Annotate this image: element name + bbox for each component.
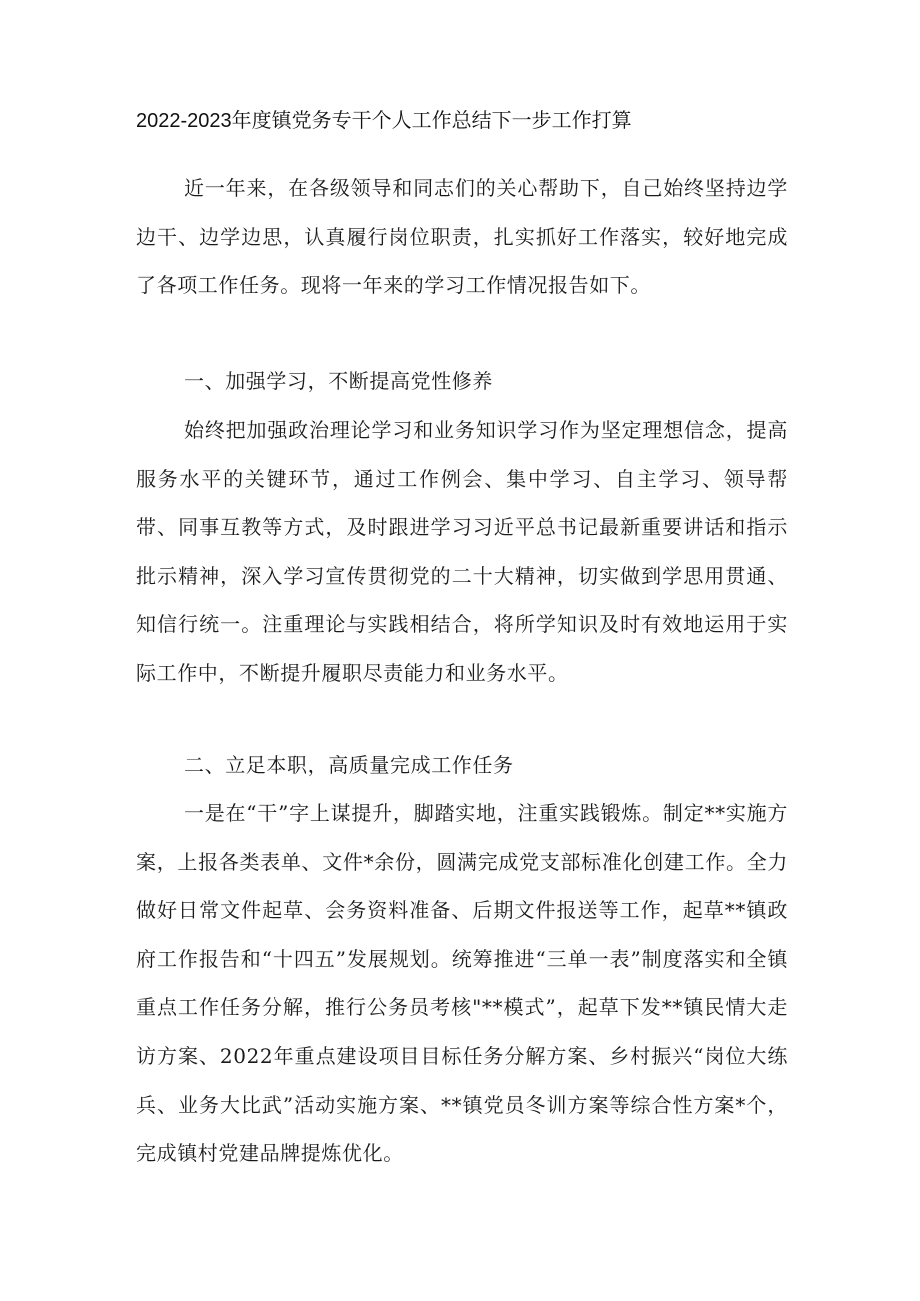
- document-title: 2022-2023年度镇党务专干个人工作总结下一步工作打算: [136, 110, 632, 132]
- section-body-1: 始终把加强政治理论学习和业务知识学习作为坚定理想信念，提高服务水平的关键环节，通过工作例会、集中学习、自主学习、领导帮带、同事互教等方式，及时跟进学习习近平总书记最新重要讲话和指示批示精神，深入学习宣传贯彻党的二十大精神，切实做到学思用贯通、知信行统一。注重理论与实践相结合，将所学知识及时有效地运用于实际工作中，不断提升履职尽责能力和业务水平。: [136, 418, 788, 685]
- section-body-2: 一是在“干”字上谋提升，脚踏实地，注重实践锻炼。制定**实施方案，上报各类表单、文件*余份，圆满完成党支部标准化创建工作。全力做好日常文件起草、会务资料准备、后期文件报送等工作，起草**镇政府工作报告和“十四五”发展规划。统筹推进“三单一表”制度落实和全镇重点工作任务分解，推行公务员考核"**模式”，起草下发**镇民情大走访方案、2022年重点建设项目目标任务分解方案、乡村振兴“岗位大练兵、业务大比武”活动实施方案、**镇党员冬训方案等综合性方案*个，完成镇村党建品牌提炼优化。: [136, 801, 788, 1166]
- section-heading-1: 一、加强学习，不断提高党性修养: [184, 369, 493, 393]
- section-heading-2: 二、立足本职，高质量完成工作任务: [184, 753, 514, 777]
- intro-paragraph: 近一年来，在各级领导和同志们的关心帮助下，自己始终坚持边学边干、边学边思，认真履行岗位职责，扎实抓好工作落实，较好地完成了各项工作任务。现将一年来的学习工作情况报告如下。: [136, 176, 788, 298]
